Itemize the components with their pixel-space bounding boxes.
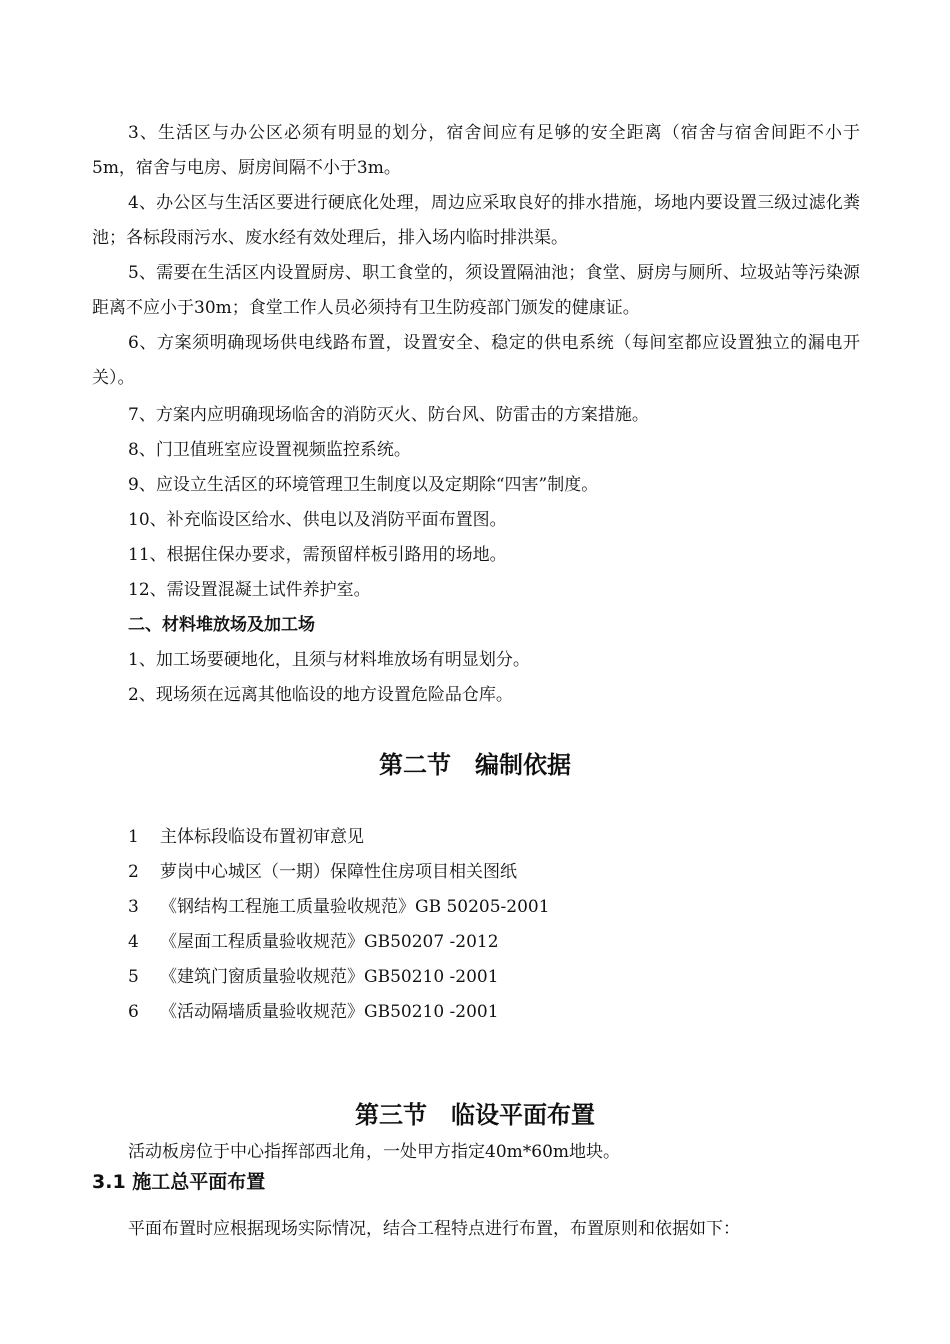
subsection-item-2: 2、现场须在远离其他临设的地方设置危险品仓库。 — [128, 685, 513, 705]
subsection-3-1-heading: 3.1 施工总平面布置 — [92, 1171, 266, 1193]
reference-text: 主体标段临设布置初审意见 — [160, 827, 364, 847]
reference-item — [128, 896, 550, 918]
reference-number: 4 — [128, 932, 139, 952]
item-6: 6、方案须明确现场供电线路布置，设置安全、稳定的供电系统（每间室都应设置独立的漏电开关）。 — [92, 333, 860, 388]
section-three-title: 第三节 临设平面布置 — [355, 1101, 595, 1129]
item-9: 9、应设立生活区的环境管理卫生制度以及定期除“四害”制度。 — [128, 475, 599, 495]
subsection-item-1: 1、加工场要硬地化，且须与材料堆放场有明显划分。 — [128, 650, 530, 670]
item-3: 3、生活区与办公区必须有明显的划分，宿舍间应有足够的安全距离（宿舍与宿舍间距不小于5m，宿舍与电房、厨房间隔不小于3m。 — [92, 123, 860, 178]
reference-item — [128, 826, 364, 848]
section-two-title: 第二节 编制依据 — [379, 751, 571, 779]
reference-text: 《钢结构工程施工质量验收规范》GB 50205-2001 — [160, 897, 550, 917]
reference-text: 《建筑门窗质量验收规范》GB50210 -2001 — [160, 967, 499, 987]
reference-item — [128, 931, 499, 953]
item-12: 12、需设置混凝土试件养护室。 — [128, 580, 371, 600]
reference-text: 《屋面工程质量验收规范》GB50207 -2012 — [160, 932, 499, 952]
reference-number: 6 — [128, 1002, 139, 1022]
item-8: 8、门卫值班室应设置视频监控系统。 — [128, 440, 411, 460]
item-5: 5、需要在生活区内设置厨房、职工食堂的，须设置隔油池；食堂、厨房与厕所、垃圾站等污染源距离不应小于30m；食堂工作人员必须持有卫生防疫部门颁发的健康证。 — [92, 263, 860, 318]
item-7: 7、方案内应明确现场临舍的消防灭火、防台风、防雷击的方案措施。 — [128, 405, 649, 425]
reference-item — [128, 861, 517, 883]
subsection-heading: 二、材料堆放场及加工场 — [128, 615, 315, 635]
item-4: 4、办公区与生活区要进行硬底化处理，周边应采取良好的排水措施，场地内要设置三级过滤化粪池；各标段雨污水、废水经有效处理后，排入场内临时排洪渠。 — [92, 193, 860, 248]
reference-text: 《活动隔墙质量验收规范》GB50210 -2001 — [160, 1002, 499, 1022]
reference-number: 1 — [128, 827, 139, 847]
reference-item — [128, 1001, 499, 1023]
reference-text: 萝岗中心城区（一期）保障性住房项目相关图纸 — [160, 862, 517, 882]
reference-number: 2 — [128, 862, 139, 882]
reference-number: 5 — [128, 967, 139, 987]
section-three-intro: 活动板房位于中心指挥部西北角，一处甲方指定40m*60m地块。 — [128, 1142, 621, 1162]
subsection-3-1-text: 平面布置时应根据现场实际情况，结合工程特点进行布置，布置原则和依据如下： — [128, 1219, 740, 1239]
item-11: 11、根据住保办要求，需预留样板引路用的场地。 — [128, 545, 507, 565]
reference-number: 3 — [128, 897, 139, 917]
reference-item — [128, 966, 499, 988]
item-10: 10、补充临设区给水、供电以及消防平面布置图。 — [128, 510, 507, 530]
